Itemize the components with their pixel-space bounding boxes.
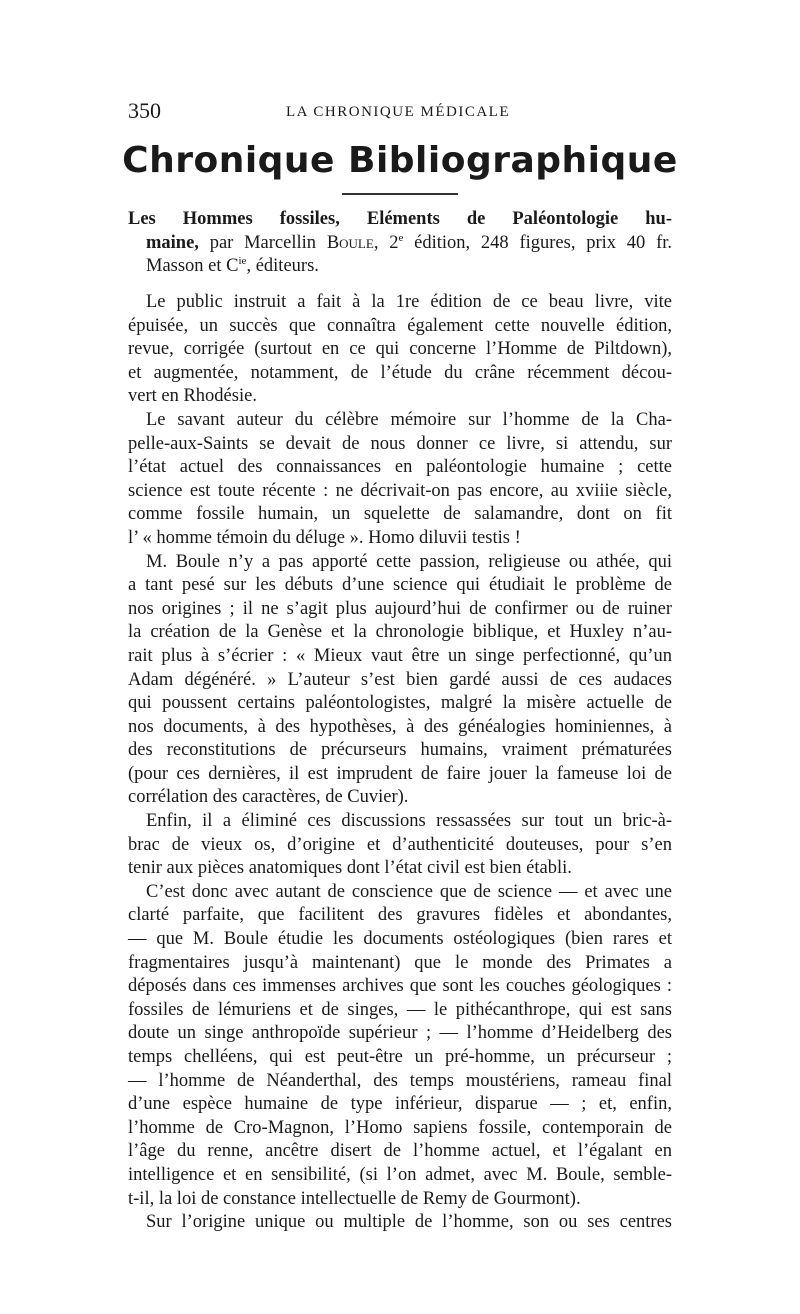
body-line: M. Boule n’y a pas apporté cette passion, religieuse ou athée, qui	[146, 551, 672, 572]
body-line: a tant pesé sur les débuts d’une science qui étudiait le problème de	[128, 575, 672, 596]
page-number: 350	[128, 98, 161, 123]
body-line: Sur l’origine unique ou multiple de l’homme, son ou ses centres	[146, 1212, 672, 1233]
body-line: intelligence et en sensibilité, (si l’on admet, avec M. Boule, semble-	[128, 1164, 672, 1185]
body-line: d’une espèce humaine de type inférieur, disparue — ; et, enfin,	[128, 1094, 672, 1115]
body-line: Le public instruit a fait à la 1re édition de ce beau livre, vite	[146, 292, 672, 312]
body-line: fossiles de lémuriens et de singes, — le pithécanthrope, qui est sans	[128, 999, 672, 1020]
book-reference	[128, 208, 672, 279]
reference-line-2: maine, par Marcellin Boule, 2e édition, 248 figures, prix 40 fr.	[146, 231, 672, 253]
body-line: nos documents, à des hypothèses, à des généalogies hominiennes, à	[128, 716, 672, 737]
body-line: science est toute récente : ne décrivait-on pas encore, au xviiie siècle,	[128, 480, 672, 501]
body-line: clarté parfaite, que facilitent des gravures fidèles et abondantes,	[128, 905, 672, 926]
body-line: t-il, la loi de constance intellectuelle de Remy de Gourmont).	[128, 1188, 581, 1209]
body-line: corrélation des caractères, de Cuvier).	[128, 787, 409, 808]
body-line: temps chelléens, qui est peut-être un pré-homme, un précurseur ;	[128, 1047, 672, 1067]
body-line: Enfin, il a éliminé ces discussions ressassées sur tout un bric-à-	[146, 811, 672, 832]
body-line: doute un singe anthropoïde supérieur ; — l’homme d’Heidelberg des	[128, 1023, 672, 1044]
body-line: et augmentée, notamment, de l’étude du crâne récemment décou-	[128, 362, 672, 383]
body-line: la création de la Genèse et la chronologie biblique, et Huxley n’au-	[128, 622, 672, 643]
body-line: pelle-aux-Saints se devait de nous donner ce livre, si attendu, sur	[128, 433, 672, 454]
reference-line-1: Les Hommes fossiles, Eléments de Paléontologie hu-	[128, 209, 672, 229]
body-line: déposés dans ces immenses archives que sont les couches géologiques :	[128, 976, 672, 997]
reference-line-3: Masson et $C^{ie}$, éditeurs.	[146, 255, 319, 277]
body-line: tenir aux pièces anatomiques dont l’état civil est bien établi.	[128, 858, 572, 879]
body-line: fragmentaires jusqu’à maintenant) que le monde des Primates a	[128, 952, 672, 973]
journal-title: LA CHRONIQUE MÉDICALE	[286, 104, 510, 120]
body-line: C’est donc avec autant de conscience que de science — et avec une	[146, 881, 672, 902]
body-line: brac de vieux os, d’origine et d’authenticité douteuses, pour s’en	[128, 834, 672, 855]
body-line: rait plus à s’écrier : « Mieux vaut être un singe perfectionné, qu’un	[128, 645, 672, 666]
title-rule	[342, 193, 458, 195]
body-line: Adam dégénéré. » L’auteur s’est bien gardé aussi de ces audaces	[128, 669, 672, 690]
body-line: qui poussent certains paléontologistes, malgré la misère actuelle de	[128, 693, 672, 714]
body-line: revue, corrigée (surtout en ce qui concerne l’Homme de Piltdown),	[128, 339, 672, 360]
body-line: (pour ces dernières, il est imprudent de faire jouer la fameuse loi de	[128, 763, 672, 784]
body-line: l’ « homme témoin du déluge ». Homo diluvii testis !	[128, 527, 521, 548]
body-line: des reconstitutions de précurseurs humains, vraiment prématurées	[128, 740, 672, 761]
body-line: comme fossile humain, un squelette de salamandre, dont on fit	[128, 504, 672, 525]
body-line: nos origines ; il ne s’agit plus aujourd’hui de confirmer ou de ruiner	[128, 598, 672, 619]
body-line: Le savant auteur du célèbre mémoire sur l’homme de la Cha-	[146, 409, 672, 430]
review-body	[128, 291, 672, 1235]
body-line: vert en Rhodésie.	[128, 386, 257, 407]
body-line: l’état actuel des connaissances en paléontologie humaine ; cette	[128, 457, 672, 478]
body-line: — que M. Boule étudie les documents ostéologiques (bien rares et	[128, 929, 672, 950]
running-head	[128, 98, 668, 128]
body-line: l’âge du renne, ancêtre disert de l’homme actuel, et l’égalant en	[128, 1141, 672, 1162]
section-title: Chronique Bibliographique	[122, 140, 678, 181]
body-line: l’homme de Cro-Magnon, l’Homo sapiens fossile, contemporain de	[128, 1117, 672, 1138]
body-line: épuisée, un succès que connaîtra également cette nouvelle édition,	[128, 315, 672, 336]
body-line: — l’homme de Néanderthal, des temps moustériens, rameau final	[128, 1070, 672, 1091]
